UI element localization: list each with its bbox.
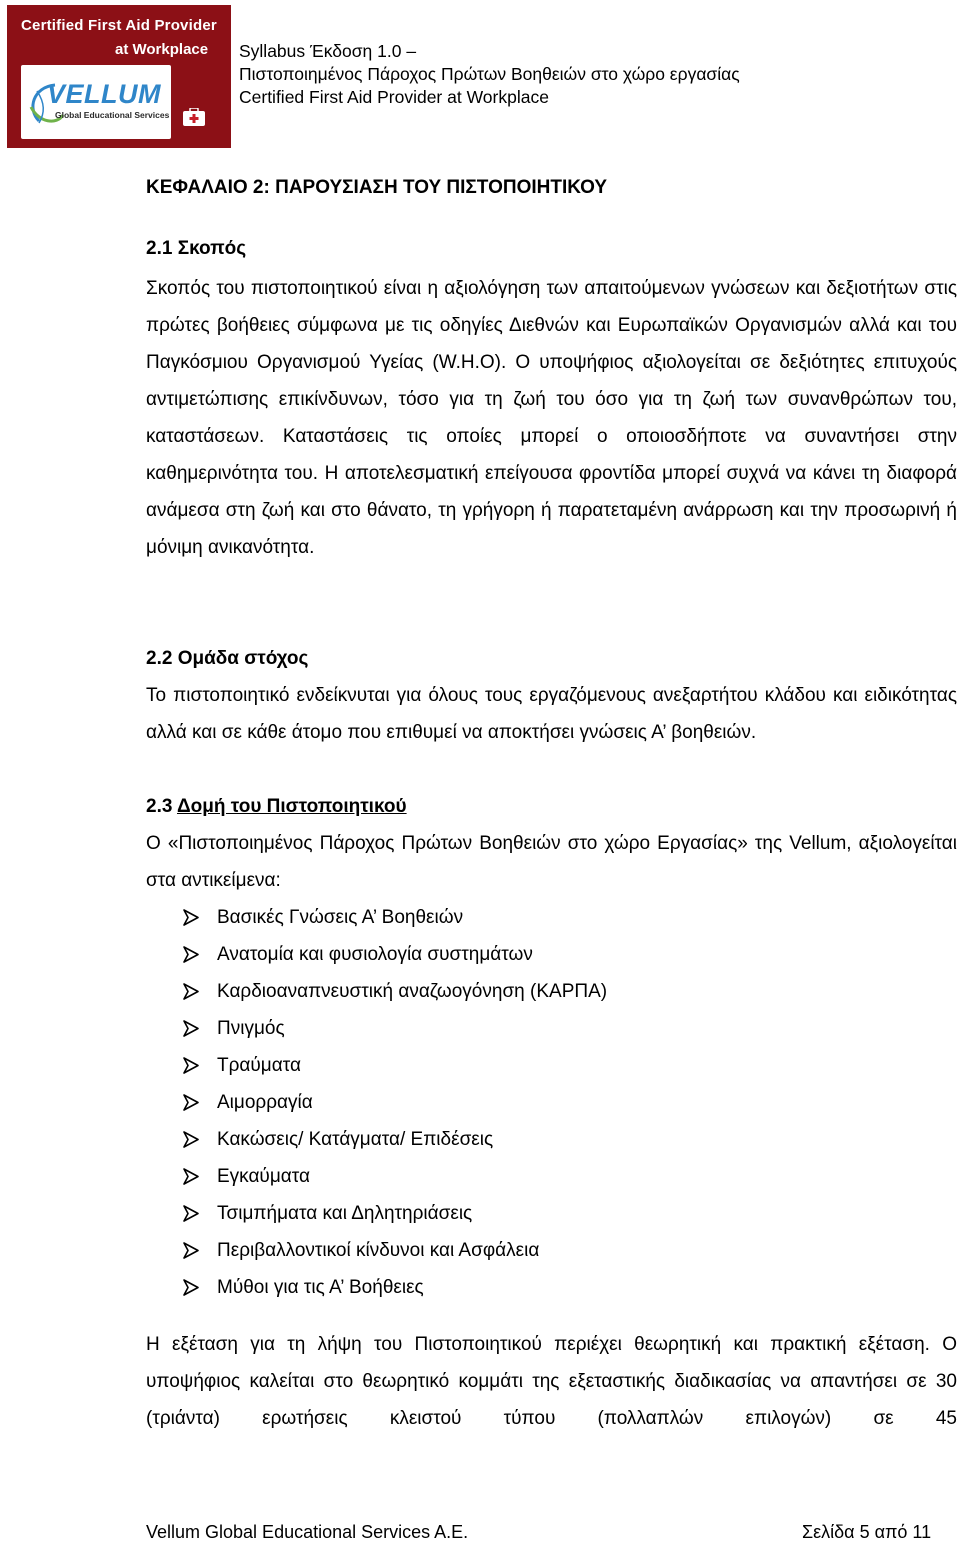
header-title-greek: Πιστοποιημένος Πάροχος Πρώτων Βοηθειών στο χώρο εργασίας: [239, 64, 740, 84]
arrow-bullet-icon: [182, 1047, 200, 1084]
logo-panel: [21, 65, 171, 139]
list-item: Βασικές Γνώσεις Α’ Βοηθειών: [146, 899, 607, 936]
first-aid-kit-icon: [183, 108, 205, 126]
list-item: Αιμορραγία: [146, 1084, 607, 1121]
list-item: Μύθοι για τις Α’ Βοήθειες: [146, 1269, 607, 1306]
arrow-bullet-icon: [182, 936, 200, 973]
arrow-bullet-icon: [182, 973, 200, 1010]
logo-line2: at Workplace: [115, 41, 209, 58]
section-2-2-heading: 2.2 Ομάδα στόχος: [146, 648, 309, 669]
footer-company: Vellum Global Educational Services A.E.: [146, 1522, 469, 1542]
list-item: Περιβαλλοντικοί κίνδυνοι και Ασφάλεια: [146, 1232, 607, 1269]
section-2-3-title: Δομή του Πιστοποιητικού: [177, 796, 407, 817]
section-2-3-intro: Ο «Πιστοποιημένος Πάροχος Πρώτων Βοηθειών στο χώρο Εργασίας» της Vellum, αξιολογείται στα αντικείμενα:: [146, 833, 957, 891]
logo-line1: Certified First Aid Provider: [21, 17, 217, 34]
list-item: Τραύματα: [146, 1047, 607, 1084]
arrow-bullet-icon: [182, 1232, 200, 1269]
list-item: Τσιμπήματα και Δηλητηριάσεις: [146, 1195, 607, 1232]
chapter-title: ΚΕΦΑΛΑΙΟ 2: ΠΑΡΟΥΣΙΑΣΗ ΤΟΥ ΠΙΣΤΟΠΟΙΗΤΙΚΟΥ: [146, 177, 608, 198]
arrow-bullet-icon: [182, 1269, 200, 1306]
section-2-3-heading: [146, 796, 407, 818]
logo-brand: VELLUM: [47, 79, 161, 109]
arrow-bullet-icon: [182, 1195, 200, 1232]
list-item: Ανατομία και φυσιολογία συστημάτων: [146, 936, 607, 973]
list-item: Εγκαύματα: [146, 1158, 607, 1195]
section-2-2-text: Το πιστοποιητικό ενδείκνυται για όλους τους εργαζόμενους ανεξαρτήτου κλάδου και ειδικότητας αλλά και σε κάθε άτομο που επιθυμεί να αποκτήσει γνώσεις Α’ βοηθειών.: [146, 685, 957, 743]
arrow-bullet-icon: [182, 1010, 200, 1047]
list-item: Καρδιοαναπνευστική αναζωογόνηση (ΚΑΡΠΑ): [146, 973, 607, 1010]
list-item: Πνιγμός: [146, 1010, 607, 1047]
section-2-1-heading: 2.1 Σκοπός: [146, 238, 247, 259]
section-2-1-text: Σκοπός του πιστοποιητικού είναι η αξιολόγηση των απαιτούμενων γνώσεων και δεξιοτήτων στις πρώτες βοήθειες σύμφωνα με τις οδηγίες Διεθνών και Ευρωπαϊκών Οργανισμών αλλά και του Παγκόσμιου Οργανισμού Υγείας (W.H.O). Ο υποψήφιος αξιολογείται σε δεξιότητες επιτυχούς αντιμετώπισης επικίνδυνων, τόσο για τη ζωή του όσο για τη ζωή των συνανθρώπων του, καταστάσεων. Καταστάσεις τις οποίες μπορεί ο οποιοσδήποτε να συναντήσει στην καθημερινότητα του. Η αποτελεσματική επείγουσα φροντίδα μπορεί συχνά να κάνει τη διαφορά ανάμεσα στη ζωή και στο θάνατο, τη γρήγορη ή παρατεταμένη ανάρρωση και την προσωρινή ή μόνιμη ανικανότητα.: [146, 278, 957, 558]
section-2-3-number: 2.3: [146, 796, 177, 817]
logo-brand-sub: Global Educational Services: [55, 110, 170, 120]
vellum-logo: [7, 5, 231, 148]
arrow-bullet-icon: [182, 1121, 200, 1158]
exam-description: Η εξέταση για τη λήψη του Πιστοποιητικού περιέχει θεωρητική και πρακτική εξέταση. Ο υποψήφιος καλείται στο θεωρητικό κομμάτι της εξεταστικής διαδικασίας να απαντήσει σε 30 (τριάντα) ερωτήσεις κλειστού τύπου (πολλαπλών επιλογών) σε 45: [146, 1334, 957, 1429]
arrow-bullet-icon: [182, 1084, 200, 1121]
footer-page-number: Σελίδα 5 από 11: [802, 1522, 932, 1542]
list-item: Κακώσεις/ Κατάγματα/ Επιδέσεις: [146, 1121, 607, 1158]
arrow-bullet-icon: [182, 1158, 200, 1195]
arrow-bullet-icon: [182, 899, 200, 936]
header-title-english: Certified First Aid Provider at Workplace: [239, 87, 549, 107]
header-syllabus: Syllabus Έκδοση 1.0 –: [239, 41, 417, 61]
subjects-list: [146, 899, 607, 1306]
